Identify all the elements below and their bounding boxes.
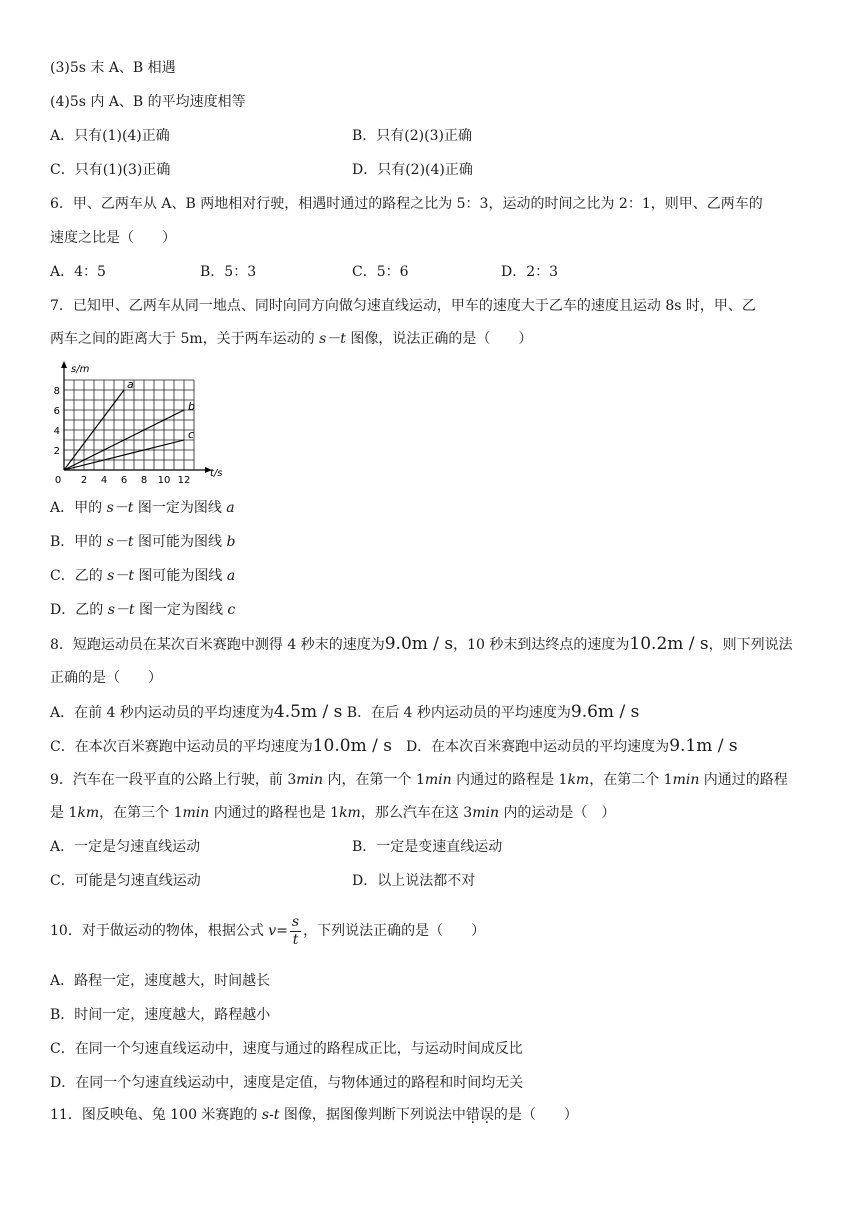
q5-option-b: B．只有(2)(3)正确: [352, 128, 472, 144]
q6-stem-line1: 6．甲、乙两车从 A、B 两地相对行驶，相遇时通过的路程之比为 5：3，运动的时间之比为 2：1，则甲、乙两车的: [50, 196, 763, 212]
q9-stem-line2: 是 1km，在第三个 1min 内通过的路程也是 1km，那么汽车在这 3min 内的运动是（ ）: [50, 805, 616, 821]
q6-stem-line2: 速度之比是（ ）: [50, 230, 176, 246]
q6-option-d: D．2：3: [501, 264, 559, 280]
x-tick-label: 0: [54, 475, 62, 486]
q5-option-c: C．只有(1)(3)正确: [50, 162, 171, 178]
q6-option-c: C．5：6: [352, 264, 409, 280]
q9-option-a: A．一定是匀速直线运动: [50, 839, 201, 855]
q8-options-cd: C．在本次百米赛跑中运动员的平均速度为10.0m / s D．在本次百米赛跑中运动员的平均速度为9.1m / s: [50, 736, 738, 756]
st-graph: [44, 360, 230, 488]
q8-stem-line1: 8．短跑运动员在某次百米赛跑中测得 4 秒末的速度为9.0m / s，10 秒末到达终点的速度为10.2m / s，则下列说法: [50, 634, 793, 654]
q6-option-b: B．5：3: [200, 264, 257, 280]
series-label-b: b: [188, 400, 195, 413]
q7-option-c: C．乙的 s－t 图可能为图线 a: [50, 568, 236, 584]
q5-option-a: A．只有(1)(4)正确: [50, 128, 170, 144]
q7-stem-line2: 两车之间的距离大于 5m，关于两车运动的 s－t 图像，说法正确的是（ ）: [50, 331, 533, 347]
series-label-a: a: [127, 378, 134, 391]
q5-option-d: D．只有(2)(4)正确: [352, 162, 473, 178]
q5-statement-3: (3)5s 末 A、B 相遇: [50, 60, 176, 76]
series-label-c: c: [188, 428, 195, 441]
q5-statement-4: (4)5s 内 A、B 的平均速度相等: [50, 94, 246, 110]
y-axis-arrow: [61, 361, 67, 368]
q7-option-d: D．乙的 s－t 图一定为图线 c: [50, 602, 236, 618]
q9-option-c: C．可能是匀速直线运动: [50, 873, 201, 889]
q9-option-b: B．一定是变速直线运动: [352, 839, 503, 855]
q9-option-d: D．以上说法都不对: [352, 873, 476, 889]
q6-option-a: A．4：5: [50, 264, 106, 280]
q8-stem-line2: 正确的是（ ）: [50, 670, 162, 686]
q9-stem-line1: 9．汽车在一段平直的公路上行驶，前 3min 内，在第一个 1min 内通过的路程是 1km，在第二个 1min 内通过的路程: [50, 772, 788, 788]
x-tick-label: 12: [177, 475, 191, 486]
q8-options-ab: A．在前 4 秒内运动员的平均速度为4.5m / s B．在后 4 秒内运动员的平均速度为9.6m / s: [50, 702, 640, 722]
q11-stem: 11．图反映龟、兔 100 米赛跑的 s-t 图像，据图像判断下列说法中错误的是（ ）: [50, 1107, 578, 1123]
x-tick-label: 8: [140, 475, 148, 486]
q10-option-b: B．时间一定，速度越大，路程越小: [50, 1007, 271, 1023]
q10-option-d: D．在同一个匀速直线运动中，速度是定值，与物体通过的路程和时间均无关: [50, 1075, 524, 1091]
y-axis-label: s/m: [71, 364, 90, 375]
x-axis-label: t/s: [210, 468, 223, 479]
formula-fraction: $\frac{s}{t}$: [291, 913, 300, 948]
y-tick-label: 2: [53, 446, 60, 457]
x-tick-label: 4: [100, 475, 108, 486]
emphasis-char-2: 误: [479, 1107, 494, 1123]
q7-option-b: B．甲的 s－t 图可能为图线 b: [50, 534, 236, 550]
q10-option-c: C．在同一个匀速直线运动中，速度与通过的路程成正比，与运动时间成反比: [50, 1041, 523, 1057]
formula-velocity: v: [268, 923, 277, 939]
y-tick-label: 6: [53, 406, 60, 417]
x-tick-label: 2: [80, 475, 88, 486]
x-tick-label: 10: [157, 475, 171, 486]
q10-option-a: A．路程一定，速度越大，时间越长: [50, 973, 271, 989]
q7-st-variable: s－t: [319, 331, 346, 347]
q7-option-a: A．甲的 s－t 图一定为图线 a: [50, 500, 235, 516]
q7-stem-line1: 7．已知甲、乙两车从同一地点、同时向同方向做匀速直线运动，甲车的速度大于乙车的速度且运动 8s 时，甲、乙: [50, 298, 756, 314]
chart-grid: [64, 380, 194, 470]
y-tick-label: 8: [53, 386, 60, 397]
emphasis-char-1: 错: [465, 1107, 480, 1123]
q10-stem: 10．对于做运动的物体，根据公式 v= $\frac{s}{t}$ ，下列说法正确的是（ ）: [50, 913, 486, 948]
x-tick-label: 6: [120, 475, 128, 486]
y-tick-label: 4: [53, 426, 60, 437]
